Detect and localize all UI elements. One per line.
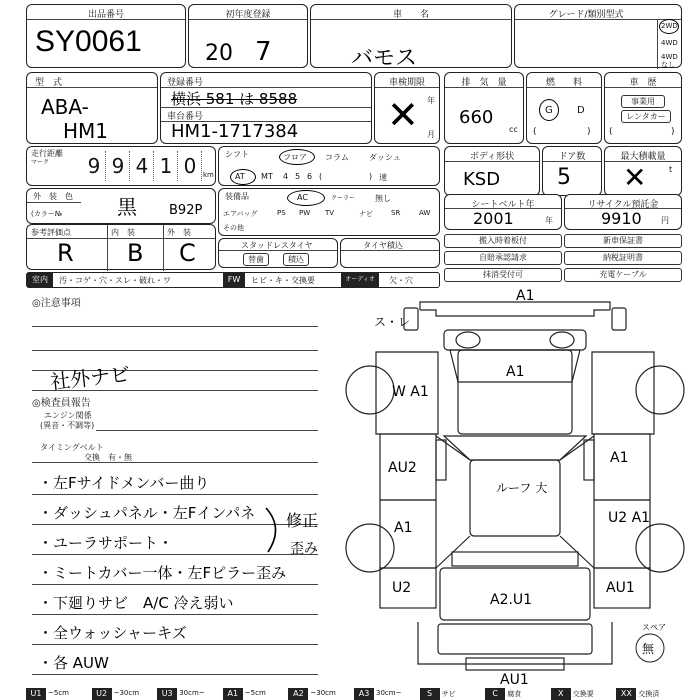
inspection-value: ✕ [387,93,419,137]
km-unit: km [203,171,214,179]
recycle-label: リサイクル預託金 [587,200,659,210]
legend-code: XX [616,688,636,700]
mileage-digit: 0 [179,151,202,181]
vehicle-diagram [340,286,690,686]
car-name: バモス [351,46,418,71]
engine-label: エンジン関係 [44,411,92,420]
exterior-value: 黒 [117,195,137,219]
car-name-label: 車 名 [392,10,429,20]
history-rental: レンタカー [621,110,671,123]
registration-box [160,72,372,144]
equip-tv: TV [325,209,335,217]
yen-unit: 円 [661,216,669,225]
mark-right-front-door: U2 A1 [608,510,651,526]
car-name-box [310,4,512,71]
equip-ac-circle [287,190,325,206]
doors-box [542,146,602,196]
tire-box [340,238,440,268]
history-box: 車 歴 事業用 レンタカー ( ) [604,72,682,144]
recycle-value: 9910 [601,209,642,228]
shift-label: シフト [225,150,249,159]
exterior-label: 外 装 色 [33,192,73,201]
legend-code: S [420,688,440,700]
remark-item: ・全ウォッシャーキズ [38,624,187,642]
legend-text: 交換済 [638,690,660,698]
model-value-1: ABA- [41,95,89,119]
legend-code: X [551,688,571,700]
legend-code: A2 [288,688,308,700]
drive-none: 4WD なし [661,53,678,69]
grade-label: グレード/類別型式 [548,10,624,20]
legend-text: 交換要 [572,690,594,698]
recycle-box [564,194,682,230]
fuel-g-circle [539,99,559,121]
caution-text: 社外ナビ [49,361,132,395]
color-no-value: B92P [169,203,203,218]
remark-item: ・左Fサイドメンバー曲り [38,474,210,492]
month-value: 7 [255,37,272,67]
interior-condition: 汚・コゲ・穴・スレ・破れ・ワ [59,276,171,285]
charge-cable-badge: 充電ケーブル [564,268,682,282]
exterior-color-box [26,188,216,224]
spare-value: 無 [642,642,655,656]
legend-text: サビ [441,690,456,698]
ext-label: 外 装 [167,228,191,237]
lot-label: 出品番号 [87,10,124,20]
mark-tailgate: A2.U1 [490,592,533,608]
doors-label: ドア数 [558,152,586,162]
grade-box [514,4,682,68]
remark-item: ・下廻りサビ A/C 冷え弱い [38,594,234,612]
mileage-digit: 4 [131,151,154,181]
equip-cooler: クーラー [331,195,356,202]
seatbelt-label: シートベルト年 [471,200,535,210]
drive-2wd-circle [659,19,679,34]
interior-condition-label: 室内 [27,273,53,287]
mark-center: ルーフ 大 [496,481,548,495]
legend-text: ~30cm [310,689,336,697]
studless-box [218,238,338,268]
mileage-digit: 9 [107,151,130,181]
mark-left-front: W A1 [392,384,429,400]
studless-spare: 替歯 [243,253,269,266]
legend-text: ~30cm [113,689,140,697]
sheet-ok-badge: 搬入時着板付 [444,234,562,248]
shift-mt: MT [261,172,273,181]
studless-label: スタッドレスタイヤ [241,241,313,250]
equip-other-label: その他 [223,224,244,232]
engine-sub: (異音・不調等) [40,421,95,430]
displacement-box [444,72,524,144]
equip-ac: AC [297,193,308,202]
history-business: 事業用 [621,95,665,108]
inspection-box [374,72,440,144]
fuel-g: G [545,105,553,116]
capacity-box [604,146,682,196]
inspection-month-unit: 月 [427,130,435,139]
legend-text: 30cm~ [376,689,402,697]
meter-label: マーク [31,159,50,166]
warranty-badge: 新車保証書 [564,234,682,248]
shift-4: 4 [283,172,289,181]
fw-label: FW [223,273,245,287]
equip-pw: PW [299,209,311,217]
year-label: 初年度登録 [225,10,271,20]
mark-left-rear: U2 [392,580,412,596]
inspector-title: ◎検査員報告 [32,398,91,409]
capacity-value: ✕ [623,161,647,194]
equip-label: 装備品 [225,192,249,201]
equip-aw: AW [419,209,431,217]
fuel-d: D [577,105,585,116]
shift-box [218,146,440,186]
legend-code: U1 [26,688,46,700]
tax-cert-badge: 納税証明書 [564,251,682,265]
timing-value: 交換 有・無 [84,453,132,462]
displacement-value: 660 [459,107,494,128]
mark-left-front-door: AU2 [388,460,417,476]
legend-code: A3 [354,688,374,700]
audio-condition: 欠・穴 [389,276,413,285]
legend-code: A1 [223,688,243,700]
drive-4wd: 4WD [661,39,678,47]
mileage-digit: 9 [83,151,106,181]
body-label: ボディ形状 [469,152,515,162]
audio-label: オーディオ [341,273,379,287]
doors-value: 5 [557,165,571,190]
lot-number-box [26,4,186,68]
reg-label: 登録番号 [167,78,204,88]
equip-airbag: エアバッグ [223,210,258,218]
t-unit: t [669,165,673,174]
cc-unit: cc [509,125,518,134]
remark-item: ・ユーラサポート・ [38,534,174,552]
mark-right-rear: AU1 [606,580,635,596]
model-box [26,72,158,144]
inspection-label: 車検期限 [388,78,425,88]
reg-value: 横浜 581 は 8588 [171,90,298,108]
shift-column: コラム [325,153,349,162]
legend-code: U3 [157,688,177,700]
mark-roof: A1 [506,364,525,380]
interior-value: B [127,239,144,267]
remark-item: ・各 AUW [38,654,109,672]
spare-label: スペア [642,623,666,632]
history-label: 車 歴 [629,78,657,88]
shift-floor-circle [279,149,315,165]
fuel-label: 燃 料 [545,78,582,88]
cancel-cert-badge: 抹消受付可 [444,268,562,282]
fuel-box: 燃 料 G D ( ) [526,72,602,144]
seatbelt-year-unit: 年 [545,216,553,225]
chassis-label: 車台番号 [167,112,204,122]
remark-item: ・ミートカバー一体・左Fピラー歪み [38,564,287,582]
legend-text: ~5cm [48,689,69,697]
seatbelt-value: 2001 [473,209,514,228]
year-value: 20 [205,41,233,66]
shift-6: 6 [307,172,313,181]
equipment-box [218,188,440,236]
lot-number: SY0061 [35,25,142,58]
interior-label: 内 装 [111,228,135,237]
model-value-2: HM1 [63,119,109,143]
repair-bracket [262,506,292,554]
body-box [444,146,540,196]
repair-note-2: 歪み [290,541,318,557]
repair-note-1: 修正 [286,511,319,530]
legend-text: 30cm~ [179,689,205,697]
timing-label: タイミングベルト [40,443,104,452]
tire-label: タイヤ積込 [363,241,403,250]
seatbelt-box [444,194,562,230]
legend-text: 腐食 [507,690,522,698]
shift-floor: フロア [283,153,307,162]
ext-value: C [179,239,196,267]
fw-condition: ヒビ・キ・交換要 [251,276,315,285]
mileage-digit: 1 [155,151,178,181]
self-cert-badge: 自賠承認請求 [444,251,562,265]
drive-2wd: 2WD [661,22,678,30]
mark-top-left: ス・レ [374,315,411,329]
mark-left-rear-door: A1 [394,520,413,536]
score-label: 参考評価点 [31,228,71,237]
legend-code: U2 [92,688,112,700]
shift-paren-open: ( [319,172,323,181]
studless-loaded: 積込 [283,253,309,266]
mileage-box [26,146,216,186]
score-value: R [57,239,74,267]
equip-none: 無し [375,194,391,203]
legend-code: C [485,688,505,700]
remark-item: ・ダッシュパネル・左Fインパネ [38,504,256,522]
mark-right-front: A1 [610,450,629,466]
first-registration-box [188,4,308,68]
equip-ps: PS [277,209,286,217]
mileage-label: 走行距離 [31,149,63,158]
color-no-label: (カラー№ [31,210,63,218]
mark-bottom: AU1 [500,672,529,686]
equip-sr: SR [391,209,401,217]
chassis-value: HM1-1717384 [171,121,299,142]
shift-5: 5 [295,172,301,181]
inspection-year-unit: 年 [427,96,435,105]
shift-at-circle [230,169,256,185]
shift-paren-close: ) [369,172,373,181]
body-value: KSD [463,169,501,190]
equip-navi: ナビ [359,210,373,218]
capacity-label: 最大積載量 [620,152,666,162]
shift-at: AT [235,172,245,181]
mark-top: A1 [516,288,535,304]
model-label: 型 式 [35,78,63,88]
displacement-label: 排 気 量 [461,78,507,88]
score-box [26,224,216,270]
legend-text: ~5cm [244,689,266,697]
shift-dash: ダッシュ [369,153,401,162]
shift-speed: 速 [379,173,387,182]
legend-bar [26,688,682,700]
caution-title: ◎注意事項 [32,298,81,309]
